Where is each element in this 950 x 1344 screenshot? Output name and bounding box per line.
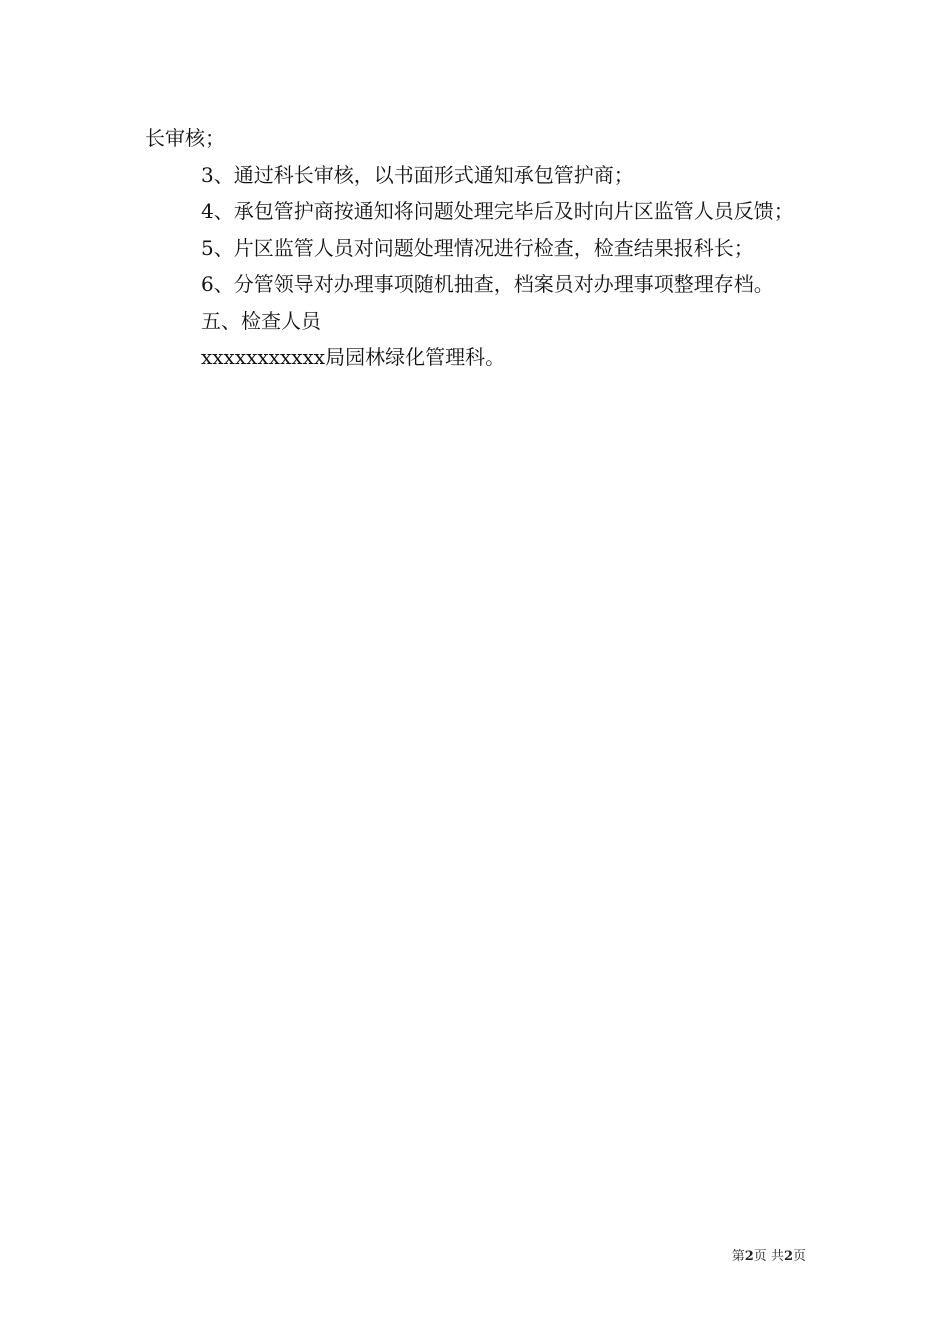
paragraph-continuation: 长审核；: [145, 126, 225, 150]
paragraph-step-3: 3、通过科长审核，以书面形式通知承包管护商；: [201, 162, 634, 187]
paragraph-step-4: 4、承包管护商按通知将问题处理完毕后及时向片区监管人员反馈；: [201, 199, 794, 223]
footer-current-page: 2: [744, 1249, 754, 1264]
page-footer: [732, 1248, 806, 1266]
paragraph-step-5: 5、片区监管人员对问题处理情况进行检查，检查结果报科长；: [201, 235, 754, 260]
footer-suffix: 页: [792, 1249, 806, 1264]
footer-prefix: 第: [731, 1249, 745, 1264]
paragraph-inspector-unit: xxxxxxxxxxx局园林绿化管理科。: [201, 345, 506, 369]
paragraph-step-6: 6、分管领导对办理事项随机抽查，档案员对办理事项整理存档。: [201, 272, 774, 296]
section-heading-inspectors: 五、检查人员: [201, 308, 321, 333]
footer-total-pages: 2: [783, 1249, 793, 1264]
footer-middle: 页 共: [753, 1249, 784, 1264]
document-body: [145, 120, 810, 376]
